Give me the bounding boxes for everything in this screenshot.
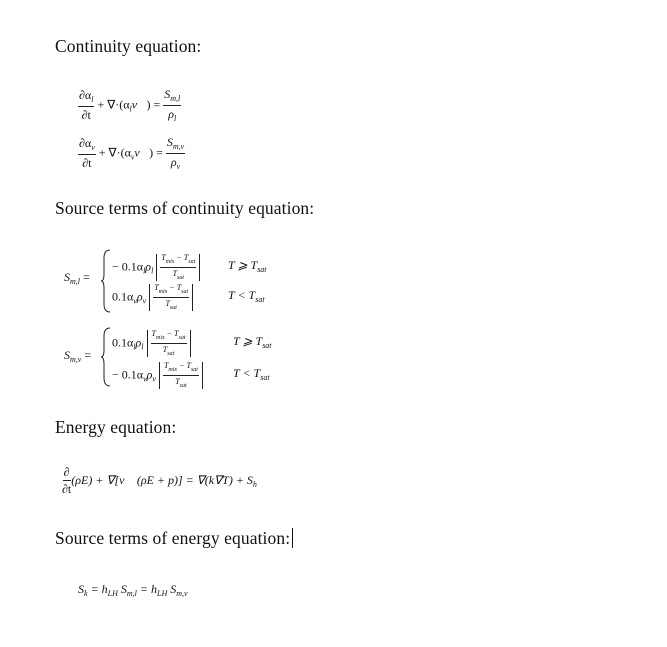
smv-lhs: $S_{m,v}$ = <box>64 348 92 364</box>
abs-ratio: $\frac{T_{mix} - T_{sat}}{T_{sat}}$ <box>147 330 191 357</box>
energy-source-eq: $S_k = h_{LH}$ $S_{m,l} = h_{LH}$ $S_{m,v}$ <box>78 582 188 598</box>
rhs-fraction: $\frac{S_{m,v}}{\rho_v}$ <box>166 135 185 171</box>
sml-cond-2: $T < T_{sat}$ <box>228 288 265 304</box>
continuity-eq-liquid: $\frac{\partial\alpha_l}{\partial t}$ + $\nabla\cdot(\alpha_lv⃗)$ = $\frac{S_{m,l}}{\rho_l}$ <box>79 87 181 123</box>
smv-case-2: − $0.1\alpha_v\rho_v$ $\frac{T_{mix} - T_{sat}}{T_{sat}}$ <box>112 362 203 389</box>
lhs-fraction: $\frac{\partial\alpha_l}{\partial t}$ <box>79 88 94 123</box>
heading-source-energy-text: Source terms of energy equation: <box>55 528 291 548</box>
rhs-fraction: $\frac{S_{m,l}}{\rho_l}$ <box>164 87 181 123</box>
abs-ratio: $\frac{T_{mix} - T_{sat}}{T_{sat}}$ <box>159 362 203 389</box>
sml-cond-1: T ⩾ $T_{sat}$ <box>228 258 267 274</box>
heading-energy: Energy equation: <box>55 417 177 437</box>
heading-source-energy[interactable] <box>55 528 293 549</box>
time-derivative: $\frac{\partial}{\partial t}$ <box>62 465 72 497</box>
sml-lhs: $S_{m,l}$ = <box>64 270 90 286</box>
energy-eq: $\frac{\partial}{\partial t}$ (ρE) + ∇[v⃗ $(\rho E + p)] = \nabla(k\nabla T) + S_h$ <box>62 465 257 497</box>
smv-brace <box>100 326 112 388</box>
sml-case-2: $0.1\alpha_v\rho_v$ $\frac{T_{mix} - T_{sat}}{T_{sat}}$ <box>112 284 193 311</box>
lhs-fraction: $\frac{\partial\alpha_v}{\partial t}$ <box>79 136 95 171</box>
sml-case-1: − $0.1\alpha_l\rho_l$ $\frac{T_{mix} - T_{sat}}{T_{sat}}$ <box>112 254 200 281</box>
abs-ratio: $\frac{T_{mix} - T_{sat}}{T_{sat}}$ <box>149 284 193 311</box>
smv-cond-2: $T < T_{sat}$ <box>233 366 270 382</box>
heading-source-continuity: Source terms of continuity equation: <box>55 198 315 218</box>
abs-ratio: $\frac{T_{mix} - T_{sat}}{T_{sat}}$ <box>156 254 200 281</box>
smv-case-1: $0.1\alpha_l\rho_l$ $\frac{T_{mix} - T_{sat}}{T_{sat}}$ <box>112 330 191 357</box>
heading-continuity: Continuity equation: <box>55 36 202 56</box>
text-cursor <box>292 528 293 548</box>
smv-cond-1: T ⩾ $T_{sat}$ <box>233 334 272 350</box>
sml-brace <box>100 248 112 314</box>
continuity-eq-vapor: $\frac{\partial\alpha_v}{\partial t}$ + $\nabla\cdot(\alpha_vv⃗)$ = $\frac{S_{m,v}}{\rho_v}$ <box>79 135 185 171</box>
